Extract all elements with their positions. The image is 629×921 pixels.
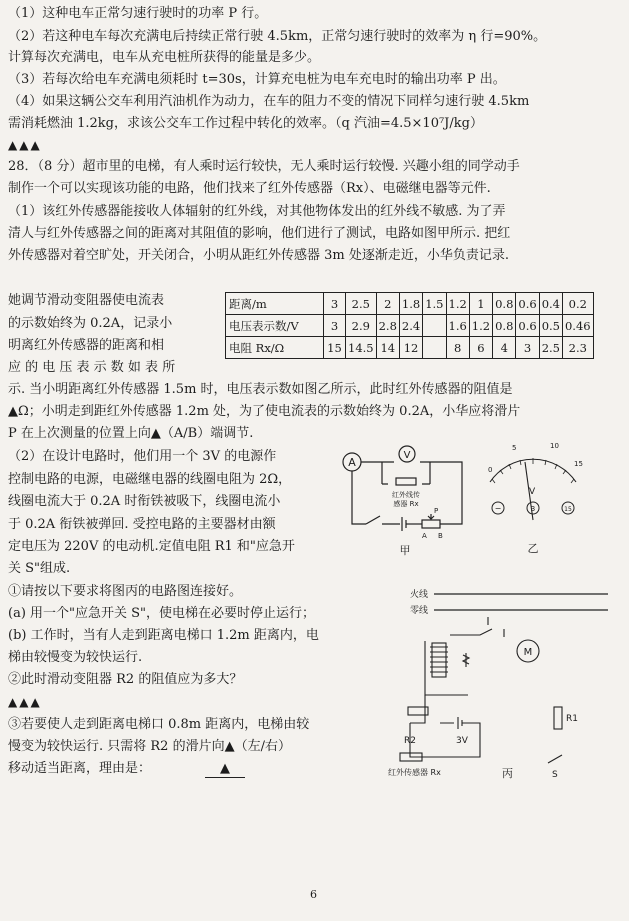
resistor-r1 [554,707,562,729]
table-cell: 1.2 [446,293,469,315]
question-line: 计算每次充满电，电车从充电桩所获得的能量是多少。 [8,50,321,65]
question-line: 需消耗燃油 1.2kg，求该公交车工作过程中转化的效率。（q 汽油=4.5×10⁷J/kg） [8,116,483,131]
circuit-wire [410,695,425,723]
table-cell: 4 [493,337,516,359]
table-cell: 3 [324,315,346,337]
r2-label: R2 [404,736,416,746]
question-line: （4）如果这辆公交车利用汽油机作为动力，在车的阻力不变的情况下同样匀速行驶 4.5km [8,94,530,109]
question-line: 制作一个可以实现该功能的电路，他们找来了红外传感器（Rx）、电磁继电器等元件. [8,181,491,196]
table-cell: 0.6 [516,293,539,315]
question-line: (b) 工作时，当有人走到距离电梯口 1.2m 距离内，电 [8,628,319,643]
question-line: 关 S"组成. [8,561,71,576]
question-line: 于 0.2A 衔铁被弹回. 受控电路的主要器材由额 [8,517,276,532]
rheostat-symbol [422,520,440,528]
relay-coil [430,647,448,672]
table-row [226,293,594,315]
dial-ticks [492,458,574,483]
question-line: 控制电路的电源，电磁继电器的线圈电阻为 2Ω， [8,472,292,487]
table-cell: 1.2 [469,315,492,337]
table-cell: 2.5 [346,293,377,315]
switch-s [548,755,562,763]
table-cell: 2.8 [376,315,399,337]
table-cell: 0.2 [562,293,593,315]
answer-placeholder: ▲▲▲ [8,138,42,152]
question-line: 应 的 电 压 表 示 数 如 表 所 [8,360,176,375]
table-cell: 2.4 [399,315,422,337]
relay-contact [488,617,504,637]
table-cell: 2.9 [346,315,377,337]
terminal-15-label: 15 [564,506,572,513]
table-cell [423,315,446,337]
dial-tick-label: 5 [512,444,517,452]
table-cell: 0.6 [516,315,539,337]
question-line: （2）在设计电路时，他们用一个 3V 的电源作 [8,449,277,464]
table-cell [423,337,446,359]
figure-jia-circuit [330,440,475,558]
row-header: 电压表示数/V [226,315,324,337]
sensor-label: 红外传感器 Rx [388,768,441,777]
r1-label: R1 [566,714,578,724]
row-header: 电阻 Rx/Ω [226,337,324,359]
table-cell: 0.8 [493,293,516,315]
page-number: 6 [310,888,317,901]
table-row [226,337,594,359]
question-line: 明离红外传感器的距离和相 [8,338,165,353]
dial-unit: V [529,487,536,497]
answer-blank: ▲ [205,761,245,778]
question-line: 慢变为较快运行. 只需将 R2 的滑片向▲（左/右） [8,739,291,754]
live-wire-label: 火线 [410,590,429,600]
switch-label: S [552,770,558,780]
table-cell: 14.5 [346,337,377,359]
figure-yi-caption: 乙 [527,542,539,555]
table-cell: 0.8 [493,315,516,337]
table-cell: 0.46 [562,315,593,337]
sensor-label: 红外线传 [392,491,420,499]
voltmeter-label: V [403,450,411,461]
question-line: 的示数始终为 0.2A，记录小 [8,316,173,331]
question-line: ②此时滑动变阻器 R2 的阻值应为多大？ [8,672,243,687]
question-line: (a) 用一个"应急开关 S"，使电梯在必要时停止运行； [8,606,316,621]
table-cell: 2 [376,293,399,315]
table-cell: 3 [516,337,539,359]
question-line: ①请按以下要求将图丙的电路图连接好。 [8,584,243,599]
question-line: 清人与红外传感器之间的距离对其阻值的影响，他们进行了测试，电路如图甲所示. 把红 [8,226,511,241]
table-cell: 1.8 [399,293,422,315]
question-line: （3）若每次给电车充满电须耗时 t=30s，计算充电桩为电车充电时的输出功率 P 出。 [8,72,506,87]
question-line: 定电压为 220V 的电动机.定值电阻 R1 和"应急开 [8,539,295,554]
motor-label: M [523,647,533,658]
terminal-minus-label: − [494,504,502,513]
table-row [226,315,594,337]
ammeter-label: A [348,456,356,469]
dial-tick-label: 10 [550,442,559,450]
table-cell: 6 [469,337,492,359]
question-title: 28．（8 分）超市里的电梯，有人乘时运行较快，无人乘时运行较慢. 兴趣小组的同学动手 [8,159,520,174]
table-cell: 1.6 [446,315,469,337]
table-cell: 3 [324,293,346,315]
table-cell: 14 [376,337,399,359]
question-line: 她调节滑动变阻器使电流表 [8,293,165,308]
question-line: 梯由较慢变为较快运行. [8,650,143,665]
dial-tick-label: 0 [488,466,493,474]
question-line: 线圈电流大于 0.2A 时衔铁被吸下，线圈电流小 [8,494,281,509]
table-cell: 0.4 [539,293,562,315]
question-line: 外传感器对着空旷处，开关闭合，小明从距红外传感器 3m 处逐渐走近，小华负责记录. [8,248,509,263]
neutral-wire-label: 零线 [410,606,429,616]
question-line: 示. 当小明距离红外传感器 1.5m 时，电压表示数如图乙所示，此时红外传感器的阻值是 [8,382,513,397]
question-line: ▲Ω；小明走到距红外传感器 1.2m 处，为了使电流表的示数始终为 0.2A，小华应将滑片 [8,404,521,419]
table-cell: 1 [469,293,492,315]
question-line: （1）这种电车正常匀速行驶时的功率 P 行。 [8,6,268,21]
table-cell: 12 [399,337,422,359]
terminal-a-label: A [422,532,427,540]
switch-symbol [366,516,380,524]
terminal-3-label: 3 [530,505,536,513]
measurement-table [225,292,594,359]
table-cell: 0.5 [539,315,562,337]
source-label: 3V [456,736,468,746]
question-line: （1）该红外传感器能接收人体辐射的红外线，对其他物体发出的红外线不敏感. 为了弄 [8,204,506,219]
slider-p-label: P [434,507,439,515]
table-cell: 15 [324,337,346,359]
table-cell: 8 [446,337,469,359]
table-cell: 2.3 [562,337,593,359]
relay-spring [463,653,469,667]
row-header: 距离/m [226,293,324,315]
question-line: 移动适当距离，理由是： [8,761,152,776]
dial-tick-label: 15 [574,460,583,468]
terminal-b-label: B [438,532,443,540]
question-line: ③若要使人走到距离电梯口 0.8m 距离内，电梯由较 [8,717,310,732]
sensor-label: 感器 Rx [393,500,419,508]
answer-placeholder: ▲▲▲ [8,695,42,709]
question-line: P 在上次测量的位置上向▲（A/B）端调节. [8,426,254,441]
figure-jia-caption: 甲 [399,544,411,557]
figure-yi-voltmeter [478,434,588,558]
circuit-wire [382,462,430,484]
table-cell: 1.5 [423,293,446,315]
relay-armature [450,629,492,635]
figure-bing-caption: 丙 [502,767,513,780]
question-line: （2）若这种电车每次充满电后持续正常行驶 4.5km，正常匀速行驶时的效率为 η 行=90%。 [8,29,547,44]
table-cell: 2.5 [539,337,562,359]
figure-bing-circuit [370,585,610,785]
sensor-resistor [396,478,416,485]
